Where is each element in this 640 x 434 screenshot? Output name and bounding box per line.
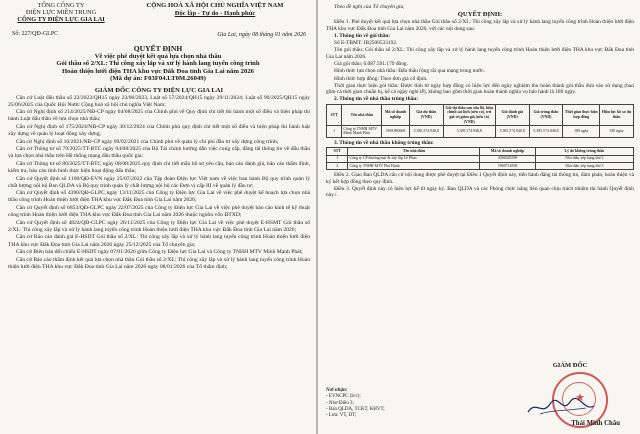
title-line-4: (Mã dự án: F03F04.LT0M.26049): [110, 75, 206, 83]
execution-duration: Thời gian thực hiện gói thầu: Được tính từ ngày hợp đồng có hiệu lực đến ngày nghiệm thu hoàn thành gói thầu đưa vào sử dụng (bao gồm cả thời gian chuẩn bị, kể cả ngày nghỉ lễ), không bao gồm thời gian hoàn thành nghĩa vụ bảo hành là 180 ngày.: [326, 82, 634, 96]
handwritten-signature: [526, 396, 596, 418]
nation-name: CỘNG HOÀ XÃ HỘI CHỦ NGHĨA VIỆT NAM: [146, 2, 284, 9]
legal-basis-5: Căn cứ Thông tư số 79/2025/TT-BTC ngày 04/08/2025 của Bộ Tài chính hướng dẫn việc cung cấp, đăng tải thông tin về đấu thầu và lựa chọn nhà thầu trên Hệ thống mạng đấu thầu quốc gia;: [8, 146, 310, 160]
winner-table-header: [327, 105, 634, 126]
legal-basis-12: Căn cứ Biên bản đối chiếu E-HSDT ngày 07/01/2026 giữa Công ty Điện lực Gia Lai và Công ty TNHH MTV Minh Mạnh Phát;: [16, 249, 303, 256]
table-row: [327, 126, 634, 138]
legal-basis-13: Căn cứ Báo cáo thẩm định kết quả lựa chọn nhà thầu Gói thầu số 2/XL: Thi công xây lắp và xử lý hành lang tuyến công trình Hoàn thiện lưới điện THA khu vực Đắk Đoa tỉnh Gia Lai năm 2026 ngày 08/01/2026 của Tổ thẩm định;: [8, 256, 310, 270]
legal-basis-3: Căn cứ Nghị định số 175/2024/NĐ-CP ngày 30/12/2024 của Chính phủ quy định chi tiết một số điều và biện pháp thi hành luật xây dựng về quản lý hoạt động xây dựng;: [8, 124, 310, 138]
col-header: Giá đánh giá (VND): [495, 105, 529, 126]
col-header: STT: [327, 105, 342, 126]
issuing-organization: [6, 2, 116, 24]
org-parent: TỔNG CÔNG TY: [37, 2, 85, 9]
table-row: [327, 155, 634, 162]
table-cell: 2: [327, 162, 348, 169]
package-name: Tên gói thầu: Gói thầu số 2/XL: Thi công xây lắp và xử lý hành lang tuyến công trình Hoàn thiện lưới điện THA khu vực Đắk Đoa tỉnh Gia Lai năm 2026.: [326, 47, 634, 60]
intro-text: Theo đề nghị của Tổ chuyên gia,: [334, 4, 405, 10]
recipient-item: - Lưu: VT, DT;: [326, 413, 357, 419]
losers-table: [326, 147, 634, 170]
table-cell: 180 ngày: [600, 126, 634, 138]
legal-basis-4: Căn cứ Nghị định số 10/2021/NĐ-CP ngày 09/02/2021 của Chính phủ về quản lý chi phí đầu tư xây dựng công trình;: [16, 138, 279, 145]
col-header: Mã số doanh nghiệp: [382, 105, 410, 126]
article-3: Điều 3. Quyết định này có hiệu lực kể từ ngày ký. Ban QLDA và các Phòng chức năng liên quan chịu trách nhiệm thi hành Quyết định này./.: [326, 185, 634, 199]
recipient-item: - Như Điều 3;: [326, 400, 354, 406]
section-package-info: 1. Thông tin về gói thầu:: [334, 32, 391, 39]
legal-basis-1: Căn cứ Luật đấu thầu số 22/2023/QH15 ngày 23/06/2023, Luật số 57/2024/QH15 ngày 29/11/2024; Luật số 90/2025/QH15 ngày 25/06/2025 của Quốc Hội Nước Cộng hoà xã hội chủ nghĩa Việt Nam;: [8, 94, 310, 108]
col-header: Giá trúng thầu (VND): [529, 105, 563, 126]
article-1: Điều 1. Phê duyệt kết quả lựa chọn nhà thầu Gói thầu số 2/XL: Thi công xây lắp và xử lý hành lang tuyến công trình Hoàn thiện lưới điện THA khu vực Đắk Đoa tỉnh Gia Lai năm 2026, với các nội dung sau:: [326, 19, 634, 32]
title-line-2: Gói thầu số 2/XL: Thi công xây lắp và xử lý hành lang tuyến công trình: [56, 60, 260, 68]
legal-basis-8: Căn cứ Quyết định số 4390/QĐ-GLPC ngày 13/11/2025 của Công ty Điện lực Gia Lai về việc phê duyệt kế hoạch lựa chọn nhà thầu công trình Hoàn thiện lưới điện THA khu vực Đắk Đoa tỉnh Gia Lai năm 2026;: [8, 190, 310, 204]
losers-table-header: [327, 148, 634, 155]
table-cell: 5900714838: [480, 162, 535, 169]
signature-title: GIÁM ĐỐC: [552, 362, 588, 369]
col-header: Lý do không trúng thầu: [535, 148, 633, 155]
table-cell: Công ty CP thương mại & xây lắp Lê Phan: [348, 155, 480, 162]
document-header: [6, 2, 310, 42]
legal-basis-11: Căn cứ Báo cáo đánh giá E-HSDT Gói thầu số 2/XL: Thi công xây lắp và xử lý hành lang tuyến công trình Hoàn thiện lưới điện THA khu vực Đắk Đoa tỉnh Gia Lai năm 2026 ngày 25/12/2025 của Tổ chuyên gia;: [8, 234, 310, 248]
document-title: [8, 45, 308, 83]
recipients-title: Nơi nhận:: [326, 388, 348, 393]
doc-type: QUYẾT ĐỊNH: [133, 44, 183, 53]
col-header: Giá dự thầu sau sửa lỗi, hiệu chỉnh sai lệch (nếu có), trừ giá trị giảm giá (nếu có) (VND): [443, 105, 495, 126]
package-price: Giá gói thầu: 6.087.591.179 đồng.: [334, 61, 408, 68]
table-cell: 5.385.574.948,8: [409, 126, 443, 138]
director-heading: GIÁM ĐỐC CÔNG TY ĐIỆN LỰC GIA LAI: [94, 87, 224, 94]
winner-table: [326, 104, 634, 138]
col-header: Giá dự thầu (VND): [409, 105, 443, 126]
title-line-1: Về việc phê duyệt kết quả lựa chọn nhà thầu: [94, 52, 222, 60]
recipient-item: - EVNCPC (b/c);: [326, 394, 361, 400]
section-losers: 3. Thông tin về nhà thầu không trúng thầu:: [334, 139, 434, 146]
legal-basis-6: Căn cứ Thông tư số 80/2025/TT-BTC ngày 08/08/2025 quy định chi tiết mẫu hồ sơ yêu cầu, báo cáo đánh giá, báo cáo thẩm định, kiểm tra, báo cáo tình hình thực hiện hoạt động đấu thầu;: [8, 161, 310, 175]
recipients-block: [326, 388, 385, 419]
col-header: Mã số doanh nghiệp: [480, 148, 535, 155]
table-cell: 5.385.574.948,8: [443, 126, 495, 138]
title-line-3: Hoàn thiện lưới điện THA khu vực Đắk Đoa tỉnh Gia Lai năm 2026: [61, 67, 255, 75]
legal-basis-2: Căn cứ Nghị định số 214/2025/NĐ-CP ngày 04/08/2025 của Chính phủ về Quy định chi tiết thi hành một số điều và biện pháp thi hành Luật đấu thầu về lựa chọn nhà thầu;: [8, 109, 310, 123]
document-page-2: [318, 0, 640, 434]
selection-method: Hình thức lựa chọn nhà thầu: Đấu thầu rộng rãi qua mạng trong nước.: [334, 68, 485, 75]
table-cell: 180 ngày: [563, 126, 600, 138]
table-cell: Công ty TNHH MTV Phú Hạnh: [348, 162, 480, 169]
recipient-item: - Ban QLDA, TCKT, KHVT;: [326, 406, 385, 412]
table-cell: 5.385.574.948,8: [529, 126, 563, 138]
col-header: Tên nhà thầu: [342, 105, 382, 126]
legal-basis-9: Căn cứ Quyết định số 6853/QĐ-GLPC ngày 22/07/2025 của Công ty Điện lực Gia Lai về việc phê duyệt báo cáo kinh tế kỹ thuật công trình Hoàn thiện lưới điện THA khu vực Đắk Đoa tỉnh Gia Lai năm 2026 thuộc nguồn vốn ĐTXD;: [8, 205, 310, 219]
article-2: Điều 2. Giao Ban QLDA căn cứ nội dung được phê duyệt tại Điều 1 Quyết định này, tiến hành đăng tải thông tin, đàm phán, hoàn thiện và ký kết hợp đồng theo quy định.: [326, 171, 634, 185]
col-header: Tên nhà thầu: [348, 148, 480, 155]
table-cell: 5901890668: [382, 126, 410, 138]
org-parent-2: ĐIỆN LỰC MIỀN TRUNG: [25, 9, 97, 17]
document-number: Số: 227/QĐ-GLPC: [12, 31, 59, 37]
table-cell: Công ty TNHH MTV Minh Mạnh Phát: [342, 126, 382, 138]
legal-basis-7: Căn cứ Quyết định số 1100/QĐ-EVN ngày 25/07/2022 của Tập đoàn Điện lực Việt nam về việc ban hành Bộ quy trình quản lý chất lượng nội bộ Ban QLDA và Bộ quy trình quản lý chất lượng nội bộ các Đơn vị cấp III về quản lý đầu tư;: [8, 175, 310, 189]
contract-type: Hình thức hợp đồng: Theo đơn giá cố định.: [334, 75, 428, 82]
table-cell: 4300345599: [480, 155, 535, 162]
place-date: Gia Lai, ngày 08 tháng 01 năm 2026: [217, 32, 306, 38]
page2-body: [326, 4, 634, 200]
document-page-1: [0, 0, 316, 434]
table-cell: 1: [327, 126, 342, 138]
col-header: Hiệu lực hồ sơ dự thầu: [600, 105, 634, 126]
page1-body: [8, 87, 310, 271]
col-header: STT: [327, 148, 348, 155]
legal-basis-10: Căn cứ Quyết định số 4824/QĐ-GLPC ngày 26/11/2025 của Công ty Điện lực Gia Lai về việc phê duyệt E-HSMT Gói thầu số 2/XL: Thi công xây lắp và xử lý hành lang tuyến công trình Hoàn thiện lưới điện THA khu vực Đắk Đoa tỉnh Gia Lai năm 2026;: [8, 219, 310, 233]
ebmt-number: Số E-TBMT: IB2500533192.: [334, 40, 398, 47]
decide-heading: QUYẾT ĐỊNH:: [457, 10, 503, 18]
national-motto: Độc lập - Tự do - Hạnh phúc: [174, 10, 256, 17]
col-header: Thời gian thực hiện hợp đồng: [563, 105, 600, 126]
org-name: CÔNG TY ĐIỆN LỰC GIA LAI: [17, 16, 105, 24]
signer-name: Thái Minh Châu: [571, 420, 620, 427]
table-row: [327, 162, 634, 169]
table-cell: Nhà thầu xếp hạng thứ 2: [535, 155, 633, 162]
table-cell: 5.385.574.948,8: [495, 126, 529, 138]
table-cell: 1: [327, 155, 348, 162]
section-winner: 2. Thông tin về nhà thầu trúng thầu:: [334, 96, 419, 103]
national-title: [118, 2, 312, 18]
table-cell: Nhà thầu xếp hạng thứ 3: [535, 162, 633, 169]
